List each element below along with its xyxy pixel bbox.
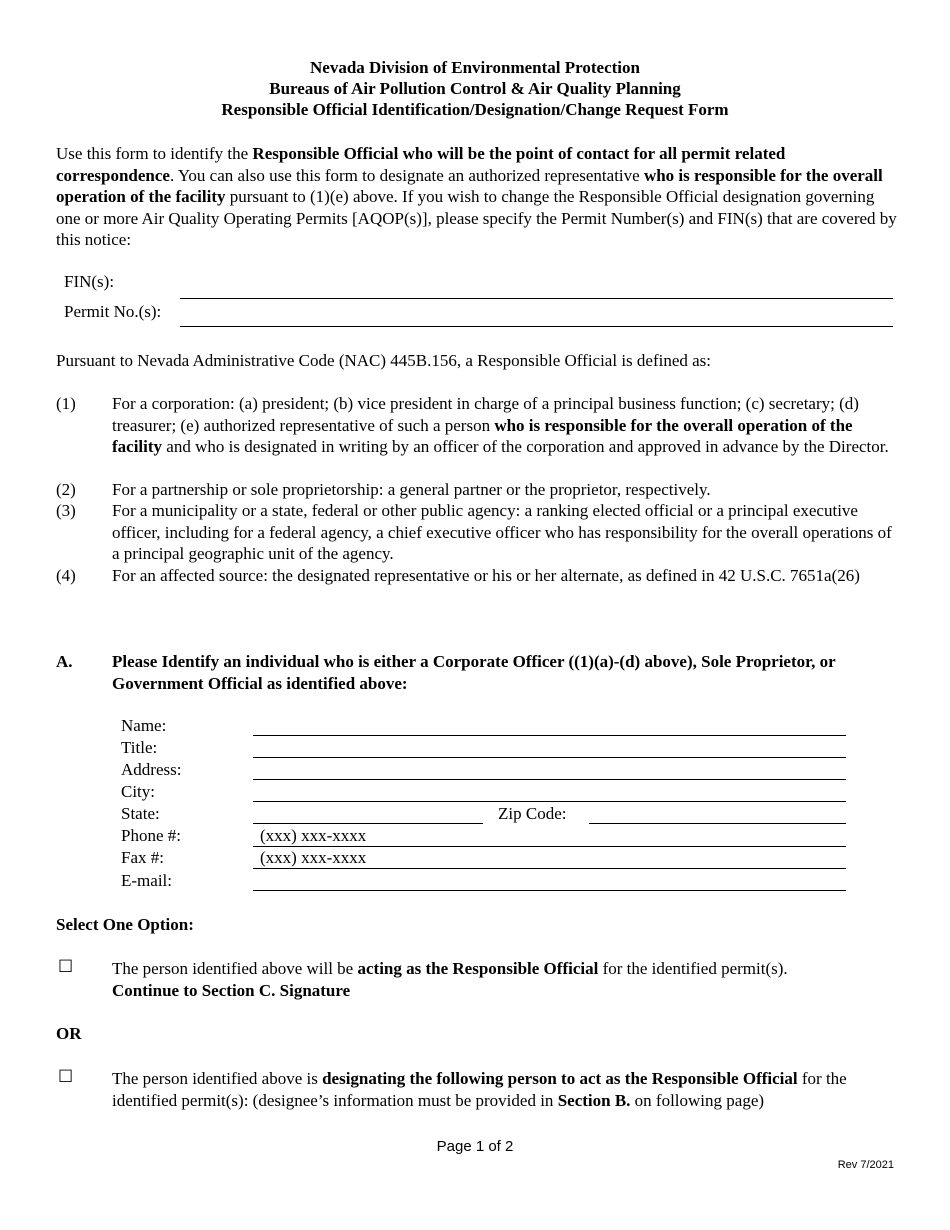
definition-1-bold: who is responsible for the overall operation of the facility bbox=[112, 415, 853, 456]
fin-label: FIN(s): bbox=[64, 272, 115, 291]
intro-text-2: . You can also use this form to designate an authorized representative bbox=[169, 165, 644, 185]
option-2-text-1: The person identified above is bbox=[112, 1069, 323, 1088]
email-label: E-mail: bbox=[121, 871, 172, 890]
intro-text-1: Use this form to identify the bbox=[56, 144, 253, 163]
or-separator: OR bbox=[56, 1024, 82, 1043]
address-label: Address: bbox=[121, 760, 182, 779]
section-a-letter: A. bbox=[56, 652, 73, 671]
definition-1-number: (1) bbox=[56, 394, 76, 413]
definition-3-number: (3) bbox=[56, 501, 76, 520]
option-2-checkbox[interactable]: ☐ bbox=[58, 1067, 74, 1087]
option-1-checkbox[interactable]: ☐ bbox=[58, 957, 74, 977]
permit-number-input[interactable] bbox=[184, 304, 884, 324]
option-2-text-3: on following page) bbox=[630, 1090, 765, 1110]
zip-code-input[interactable] bbox=[595, 802, 840, 822]
fax-label: Fax #: bbox=[121, 848, 164, 867]
fin-underline bbox=[180, 298, 893, 299]
form-header-agency: Nevada Division of Environmental Protection bbox=[310, 58, 640, 77]
continue-to-section-c: Continue to Section C. Signature bbox=[112, 980, 351, 1000]
city-input[interactable] bbox=[260, 780, 840, 800]
title-label: Title: bbox=[121, 738, 158, 757]
definition-1-text: For a corporation: (a) president; (b) vice president in charge of a principal business function; (c) secretary; (d) treasurer; (e) authorized representative of such a person bbox=[112, 394, 859, 435]
option-2-bold-1: designating the following person to act as the Responsible Official bbox=[322, 1069, 798, 1088]
form-title: Responsible Official Identification/Designation/Change Request Form bbox=[221, 100, 729, 119]
definition-2-number: (2) bbox=[56, 480, 76, 499]
zip-code-label: Zip Code: bbox=[498, 804, 567, 823]
option-2-text-2: for the identified permit(s): (designee’s information must be provided in bbox=[112, 1069, 847, 1110]
definition-2: For a partnership or sole proprietorship: a general partner or the proprietor, respectively. bbox=[112, 480, 711, 499]
option-2-text bbox=[112, 1068, 902, 1111]
name-label: Name: bbox=[121, 716, 167, 735]
zip-code-underline bbox=[589, 823, 846, 824]
state-label: State: bbox=[121, 804, 160, 823]
option-1-bold-1: acting as the Responsible Official bbox=[357, 959, 599, 978]
select-option-heading: Select One Option: bbox=[56, 915, 194, 934]
option-1-text bbox=[112, 958, 902, 1001]
intro-bold-1: Responsible Official who will be the point of contact for all permit related correspondence bbox=[56, 144, 786, 185]
definition-1 bbox=[112, 393, 902, 458]
phone-label: Phone #: bbox=[121, 826, 181, 845]
fax-input[interactable]: (xxx) xxx-xxxx bbox=[260, 848, 367, 867]
option-1-text-1: The person identified above will be bbox=[112, 959, 358, 978]
revision-date: Rev 7/2021 bbox=[837, 1159, 894, 1171]
definition-3: For a municipality or a state, federal or other public agency: a ranking elected official or a principal executive officer, including for a federal agency, a chief executive officer who has responsibility for the overall operations of a principal geographic unit of the agency. bbox=[112, 501, 892, 563]
phone-input[interactable]: (xxx) xxx-xxxx bbox=[260, 826, 367, 845]
permit-number-underline bbox=[180, 326, 893, 327]
address-input[interactable] bbox=[260, 758, 840, 778]
intro-bold-2: who is responsible for the overall operation of the facility bbox=[56, 165, 883, 206]
email-underline bbox=[253, 890, 846, 891]
option-2-bold-2: Section B. bbox=[557, 1090, 631, 1110]
permit-number-label: Permit No.(s): bbox=[64, 302, 162, 321]
section-a-heading: Please Identify an individual who is either a Corporate Officer ((1)(a)-(d) above), Sole Proprietor, or Government Official as identified above: bbox=[112, 652, 836, 693]
definition-4: For an affected source: the designated representative or his or her alternate, as defined in 42 U.S.C. 7651a(26) bbox=[112, 566, 860, 585]
fin-input[interactable] bbox=[184, 276, 884, 296]
title-input[interactable] bbox=[260, 736, 840, 756]
name-input[interactable] bbox=[260, 714, 840, 734]
city-label: City: bbox=[121, 782, 156, 801]
page-number: Page 1 of 2 bbox=[436, 1138, 514, 1155]
state-input[interactable] bbox=[260, 802, 475, 822]
intro-paragraph bbox=[56, 143, 898, 251]
definition-4-number: (4) bbox=[56, 566, 76, 585]
form-header-bureaus: Bureaus of Air Pollution Control & Air Quality Planning bbox=[269, 79, 681, 98]
email-input[interactable] bbox=[260, 869, 840, 889]
intro-text-3: pursuant to (1)(e) above. If you wish to change the Responsible Official designation governing one or more Air Quality Operating Permits [AQOP(s)], please specify the Permit Number(s) and FIN(s) that are covered by this notice: bbox=[56, 187, 897, 249]
definition-intro: Pursuant to Nevada Administrative Code (NAC) 445B.156, a Responsible Official is defined as: bbox=[56, 351, 712, 370]
state-underline bbox=[253, 823, 483, 824]
option-1-text-2: for the identified permit(s). bbox=[598, 959, 788, 978]
definition-1-text-2: and who is designated in writing by an officer of the corporation and approved in advance by the Director. bbox=[162, 437, 889, 456]
